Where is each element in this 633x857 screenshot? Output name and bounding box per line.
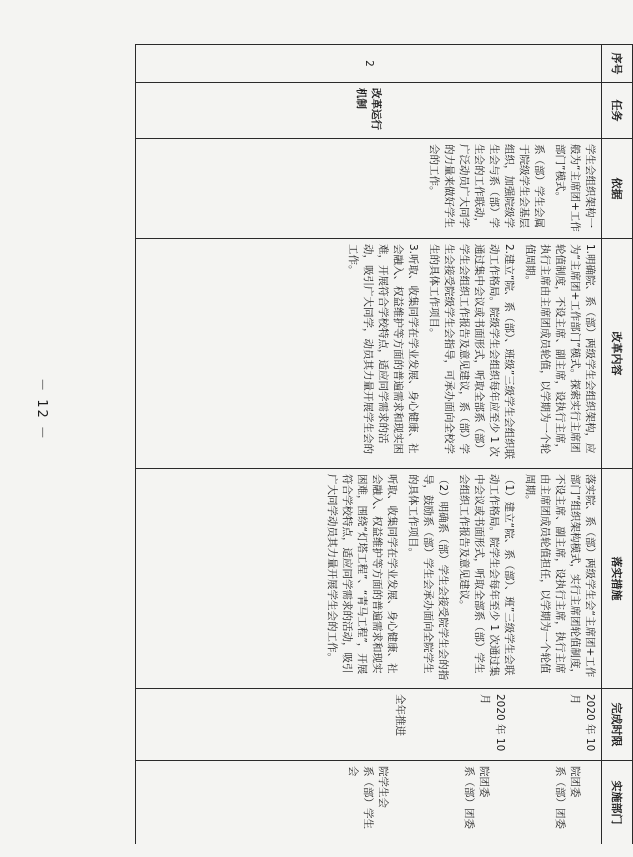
content-item: 3.听取、收集同学在学业发展、身心健康、社会融入、权益维护等方面的普遍需求和现实困难，开展符合学校特点，适应同学需求的活动，吸引广大同学，动员其力量开展学生会的工作。	[347, 244, 419, 454]
row-index: 2	[136, 45, 602, 83]
header-department: 实施部门	[602, 761, 633, 845]
content-item: 2.建立“院、系（部）、班级”三级学生会组织联动工作格局。院级学生会组织每年应至少 1 次通过集中会议或书面形式，听取全部系（部）学生会组织工作报告及意见建议，系（部）学生会接受院级学生会指导，可承办面向全校学生的具体工作项目。	[428, 244, 515, 460]
reform-tasks-table	[135, 44, 633, 844]
basis-paragraph: 学生会组织架构一般为“主席团+工作部门”模式。	[554, 144, 596, 232]
measure-item: 落实院、系（部）两级学生会“主席团+工作部门”组织架构模式，实行主席团轮值制度，不设主席、副主席，设执行主席，执行主席由主席团成员轮值担任，以学期为一个轮值周期。	[524, 474, 596, 679]
measure-item: （1）建立“院、系（部）、班”三级学生会联动工作格局。院学生会每年至少 1 次通过集中会议或书面形式，听取全部系（部）学生会组织工作报告及意见建议。	[458, 474, 515, 677]
row-reform-content	[136, 239, 602, 469]
reform-table-wrapper	[125, 44, 633, 844]
measure-item: （2）明确系（部）学生会接受院学生会的指导，鼓励系（部）学生会承办面向全院学生的具体工作项目。	[407, 474, 449, 681]
content-item: 1.明确院、系（部）两级学生会组织架构，应为“主席团+工作部门”模式。探索实行主席团轮值制度，不设主席、副主席，设执行主席，执行主席由主席团成员轮值，以学期为一个轮值周期。	[524, 244, 596, 454]
header-index: 序号	[602, 45, 633, 83]
row-departments	[136, 761, 602, 845]
header-content: 改革内容	[602, 239, 633, 469]
basis-paragraph: 系（部）学生会属于院级学生会基层组织，加强院级学生会与系（部）学生会的工作联动，广泛动员广大同学的力量来做好学生会的工作。	[428, 144, 545, 228]
table-row	[136, 45, 602, 845]
header-deadline: 完成时限	[602, 689, 633, 761]
measure-item: 听取、收集同学在学业发展、身心健康、社会融入、权益维护等方面的普遍需求和现实困难，围绕“灯塔工程”、“青马工程”，开展符合学校特点，适应同学需求的活动，吸引广大同学动员其力量开展学生会的工作。	[326, 474, 398, 675]
header-task: 任务	[602, 83, 633, 139]
deadline-item: 2020 年 10 月	[479, 694, 506, 752]
header-measures: 落实措施	[602, 469, 633, 689]
page-number: － 12 －	[33, 378, 49, 441]
department-item: 院学生会 系（部）学生会	[347, 766, 389, 829]
row-deadlines	[136, 689, 602, 761]
deadline-item: 全年推进	[394, 694, 406, 736]
table-header-row	[602, 45, 633, 845]
rotated-table-container	[125, 44, 633, 844]
department-item: 院团委 系（部）团委	[554, 766, 581, 829]
row-measures	[136, 469, 602, 689]
row-task: 改革运行机制	[136, 83, 602, 139]
department-item: 院团委 系（部）团委	[463, 766, 490, 829]
deadline-item: 2020 年 10 月	[569, 694, 596, 752]
row-basis	[136, 139, 602, 239]
header-basis: 依据	[602, 139, 633, 239]
